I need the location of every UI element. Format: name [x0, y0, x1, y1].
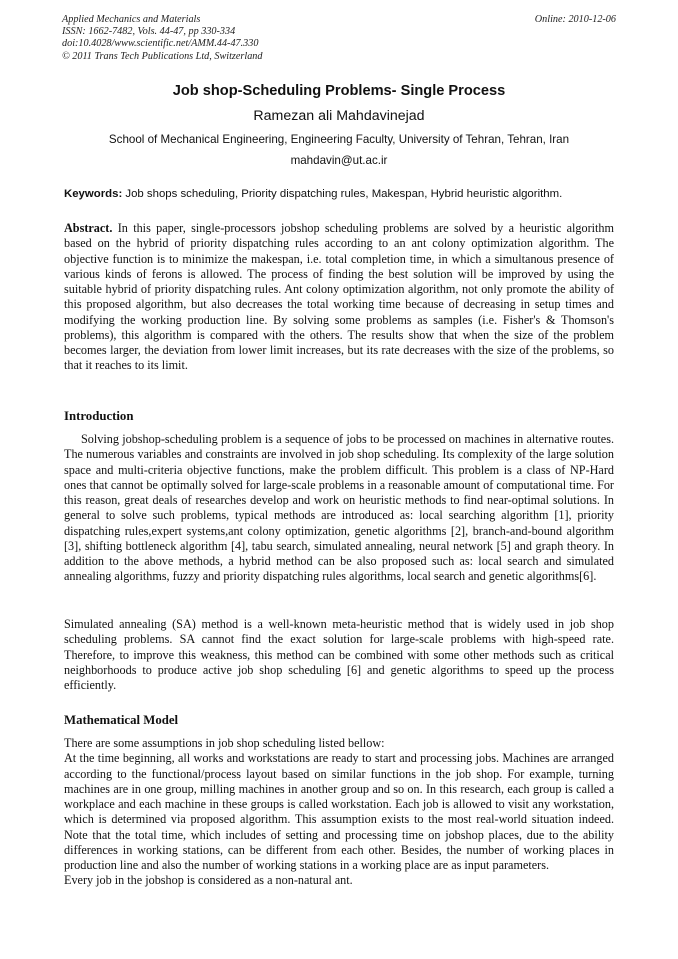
mathematical-model-body — [64, 736, 614, 889]
final-sentence: Every job in the jobshop is considered as a non-natural ant. — [64, 873, 353, 888]
paper-title: Job shop-Scheduling Problems- Single Process — [172, 83, 506, 99]
author-name: Ramezan ali Mahdavinejad — [253, 108, 425, 124]
author-affiliation: School of Mechanical Engineering, Engineering Faculty, University of Tehran, Tehran, Iran — [108, 133, 570, 146]
mathematical-model-heading: Mathematical Model — [64, 713, 179, 727]
introduction-heading: Introduction — [64, 409, 134, 423]
keywords-text: Job shops scheduling, Priority dispatching rules, Makespan, Hybrid heuristic algorithm. — [122, 188, 563, 200]
copyright-line: © 2011 Trans Tech Publications Ltd, Switzerland — [62, 50, 263, 62]
abstract-text: In this paper, single-processors jobshop scheduling problems are solved by a heuristic algorithm based on the hybrid of priority dispatching rules according to an ant colony optimization algorithm. The objective function is to minimize the makespan, i.e. total completion time, in which a simultanous presence of various kinds of ferons is allowed. The process of finding the best solution will be improved by using the suitable hybrid of priority dispatching rules. Ant colony optimization algorithm, not only promote the ability of this proposed algorithm, but also decreases the total working time because of decreasing in setup times and modifying the working production line. By solving some problems as samples (i.e. Fisher's & Thomson's problems), this algorithm is compared with the others. The results show that when the size of the problem becomes larger, the deviation from lower limit increases, but its rate decreases with the size of the problems, so that it reaches to its limit. — [64, 221, 614, 373]
author-email: mahdavin@ut.ac.ir — [290, 154, 388, 167]
journal-name: Applied Mechanics and Materials — [62, 14, 201, 25]
issn-line: ISSN: 1662-7482, Vols. 44-47, pp 330-334 — [62, 26, 236, 38]
introduction-paragraph-1: Solving jobshop-scheduling problem is a sequence of jobs to be processed on machines in alternative routes. The numerous variables and constraints are involved in job shop scheduling. Its complexity of the large solution space and multi-criteria objective functions, make the problem difficult. This problem is a class of NP-Hard ones that cannot be optimally solved for large-scale problems in a reasonable amount of computational time. For this reason, great deals of researches develop and work on heuristic methods to find near-optimal solutions. In general to solve such problems, typical methods are introduced as: local searching algorithm [1], priority dispatching rules,expert systems,ant colony optimization, genetic algorithms [2], branch-and-bound algorithm [3], shifting bottleneck algorithm [4], tabu search, simulated annealing, neural network [5] and graph theory. In addition to the above methods, a hybrid method can be also proposed such as: local search and simulated annealing algorithms, fuzzy and priority dispatching rules algorithms, local search and genetic algorithms[6]. — [64, 432, 614, 584]
keywords-line — [64, 187, 618, 202]
journal-header — [62, 14, 616, 63]
assumptions-paragraph: At the time beginning, all works and workstations are ready to start and processing jobs. Machines are arranged according to the functional/process layout based on similar functions in the job shop. For example, turning machines are in one group, milling machines in another group and so on. In this research, each group is called a workplace and each machine in these groups is called workstation. Each job is allowed to visit any workstation, which is determined via proposed algorithm. This assumption exists to the most real-world situation indeed. Note that the total time, which includes of setting and processing time on jobshop places, due to the ability differences in working stations, can be different from each other. Besides, the number of working places in production line and also the number of working stations in a working place are as input parameters. — [64, 751, 614, 872]
abstract-label: Abstract. — [64, 221, 113, 235]
keywords-label: Keywords: — [64, 188, 123, 200]
assumptions-intro-line: There are some assumptions in job shop scheduling listed bellow: — [64, 736, 385, 750]
online-date: Online: 2010-12-06 — [534, 14, 616, 25]
abstract-paragraph — [64, 221, 614, 374]
doi-line: doi:10.4028/www.scientific.net/AMM.44-47.330 — [62, 38, 259, 50]
introduction-paragraph-2: Simulated annealing (SA) method is a well-known meta-heuristic method that is widely used in job shop scheduling problems. SA cannot find the exact solution for large-scale problems with high-speed rate. Therefore, to improve this weakness, this method can be combined with some other methods such as critical neighborhoods to produce active job shop scheduling [6] and genetic algorithms to speed up the process efficiently. — [64, 617, 614, 692]
